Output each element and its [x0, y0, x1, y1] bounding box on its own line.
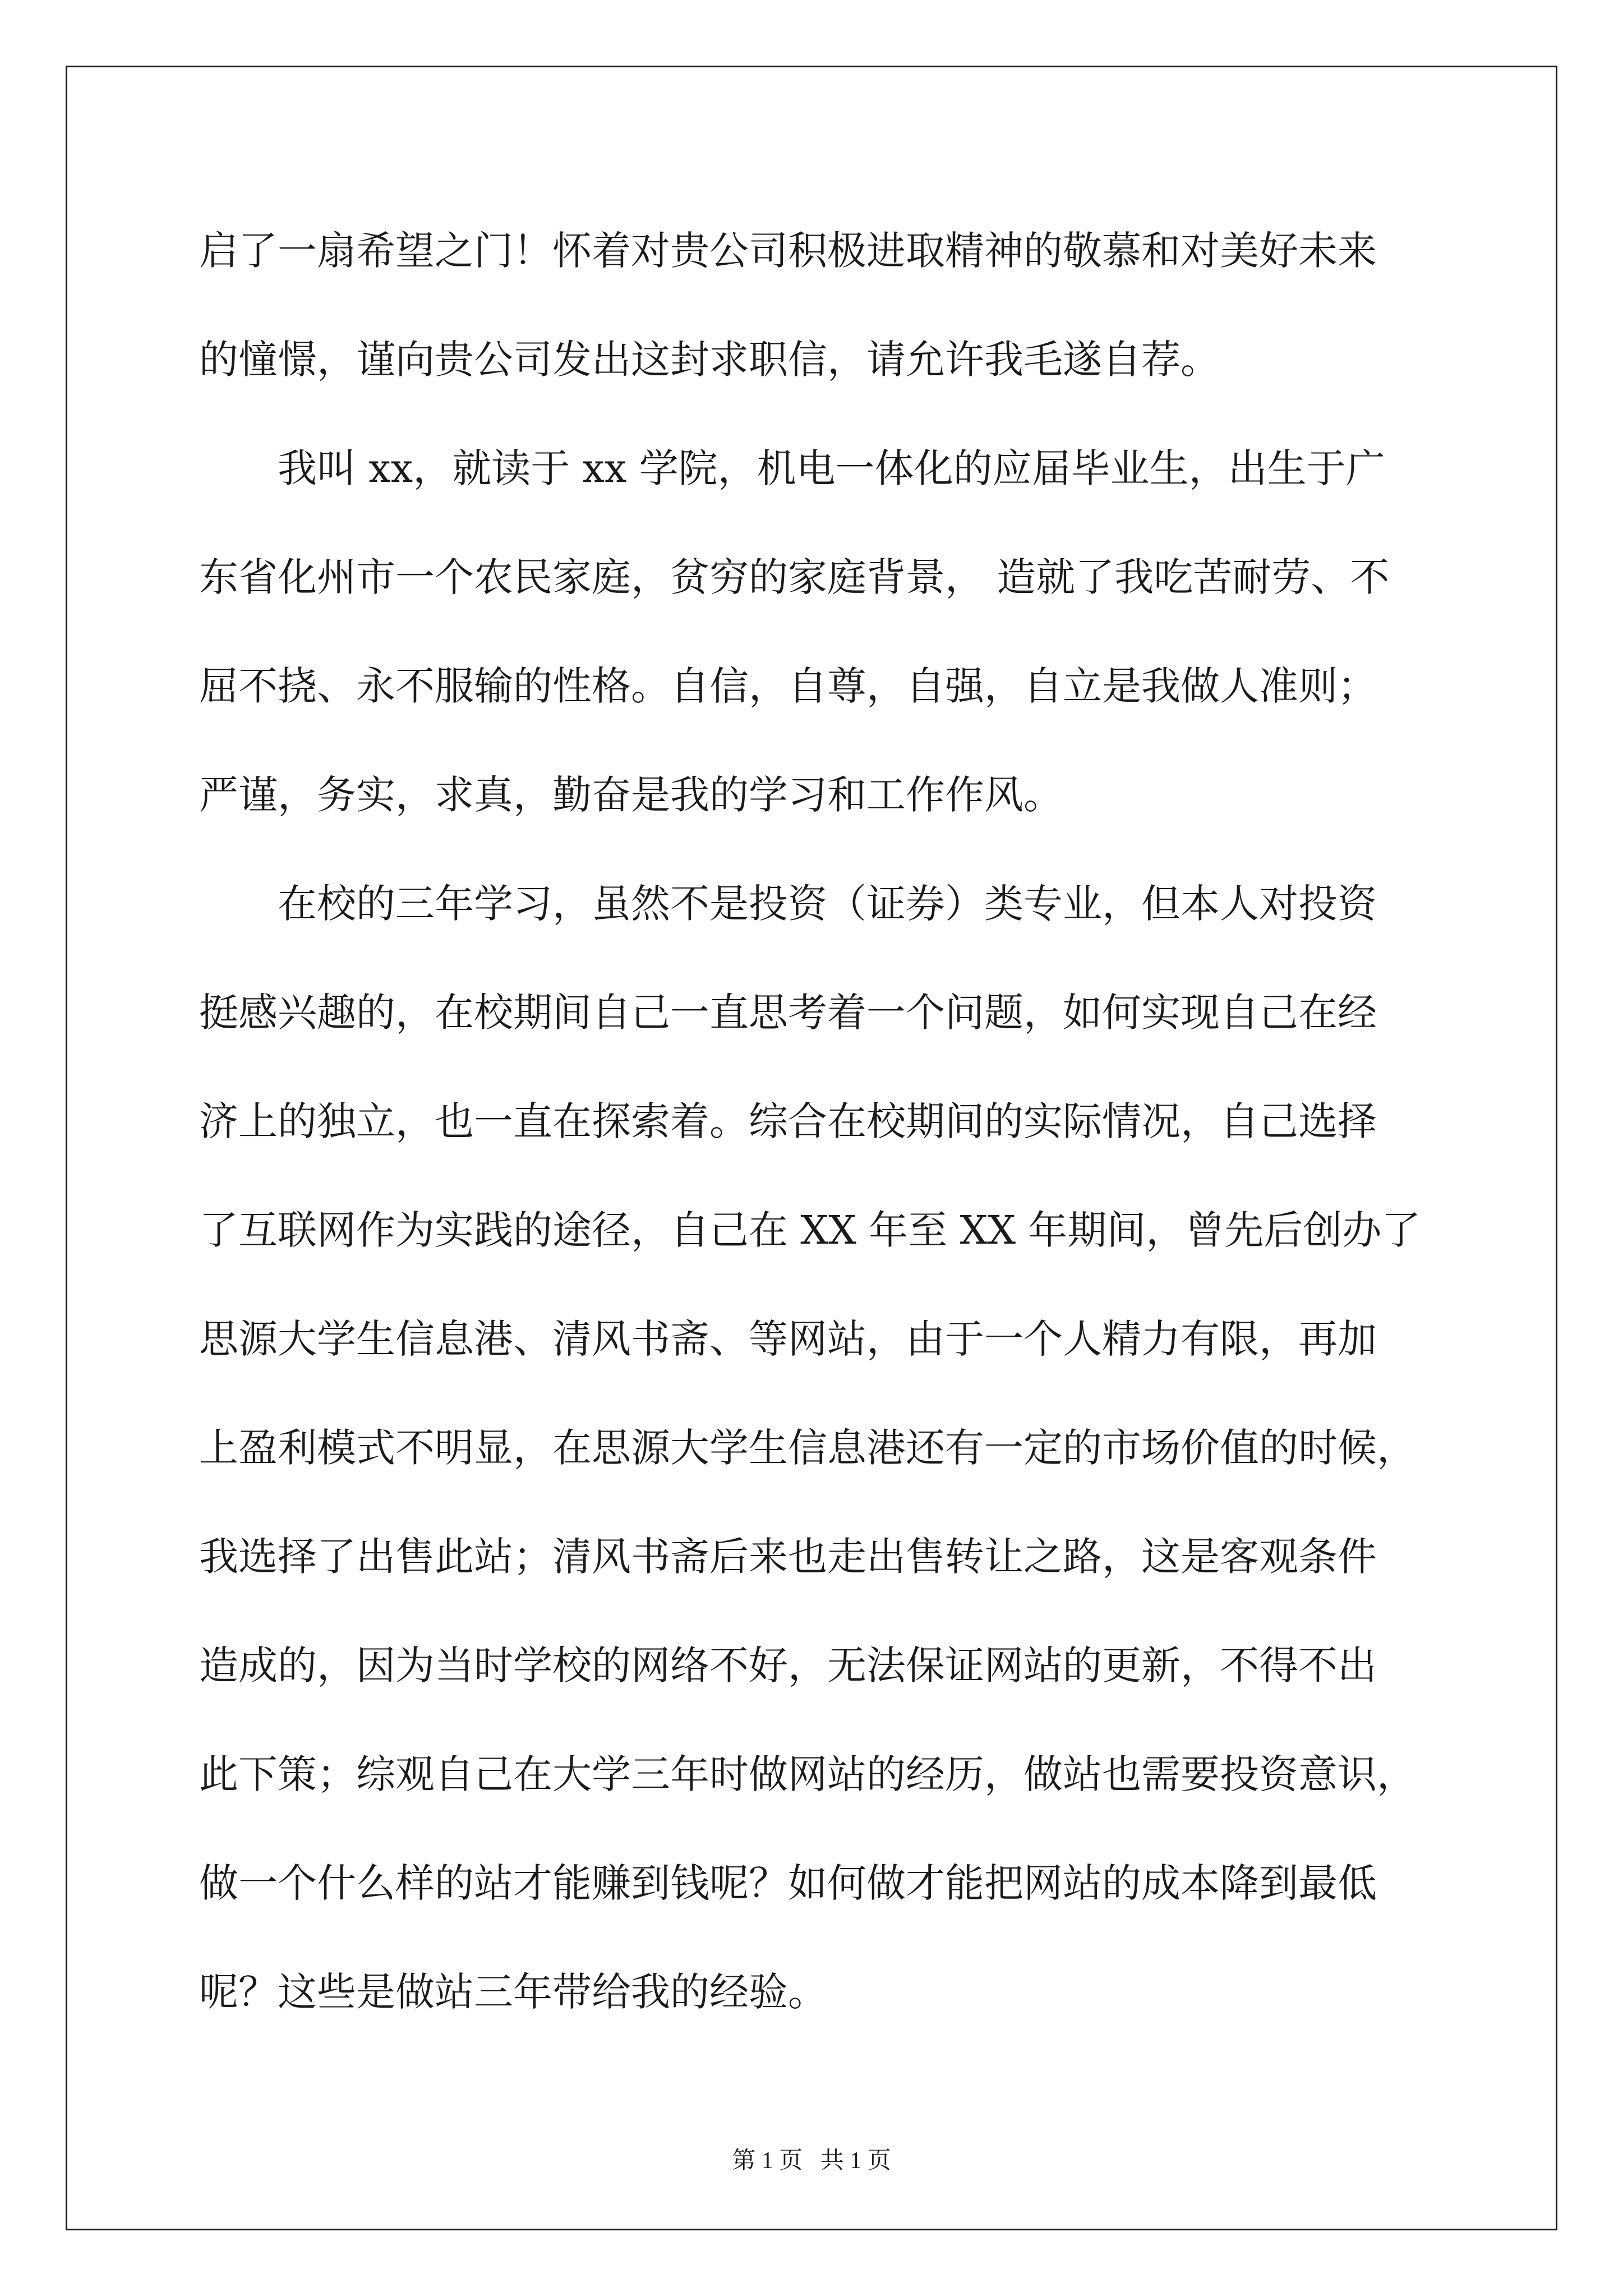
text-line: 思源大学生信息港、清风书斋、等网站，由于一个人精力有限，再加	[199, 1316, 1377, 1362]
text-line: 做一个什么样的站才能赚到钱呢？如何做才能把网站的成本降到最低	[199, 1860, 1377, 1906]
text-line: 东省化州市一个农民家庭，贫穷的家庭背景， 造就了我吃苦耐劳、不	[199, 554, 1390, 600]
text-line: 启了一扇希望之门！怀着对贵公司积极进取精神的敬慕和对美好未来	[199, 228, 1377, 274]
text-line: 我选择了出售此站；清风书斋后来也走出售转让之路，这是客观条件	[199, 1534, 1377, 1580]
text-line: 我叫 xx，就读于 xx 学院，机电一体化的应届毕业生，出生于广	[199, 445, 1385, 491]
text-line: 了互联网作为实践的途径，自己在 XX 年至 XX 年期间，曾先后创办了	[199, 1207, 1421, 1253]
text-line: 挺感兴趣的，在校期间自己一直思考着一个问题，如何实现自己在经	[199, 990, 1377, 1036]
text-line: 呢？这些是做站三年带给我的经验。	[199, 1969, 827, 2015]
text-line: 造成的，因为当时学校的网络不好，无法保证网站的更新，不得不出	[199, 1642, 1377, 1688]
text-line: 在校的三年学习，虽然不是投资（证券）类专业，但本人对投资	[199, 881, 1377, 927]
text-line: 此下策；综观自己在大学三年时做网站的经历，做站也需要投资意识，	[199, 1751, 1416, 1797]
page-footer: 第 1 页 共 1 页	[732, 2148, 891, 2174]
text-line: 屈不挠、永不服输的性格。自信，自尊，自强，自立是我做人准则；	[199, 663, 1377, 709]
text-line: 济上的独立，也一直在探索着。综合在校期间的实际情况，自己选择	[199, 1098, 1377, 1144]
text-line: 的憧憬，谨向贵公司发出这封求职信，请允许我毛遂自荐。	[199, 337, 1220, 383]
text-line: 严谨，务实，求真，勤奋是我的学习和工作作风。	[199, 772, 1063, 818]
text-line: 上盈利模式不明显，在思源大学生信息港还有一定的市场价值的时候，	[199, 1425, 1416, 1471]
